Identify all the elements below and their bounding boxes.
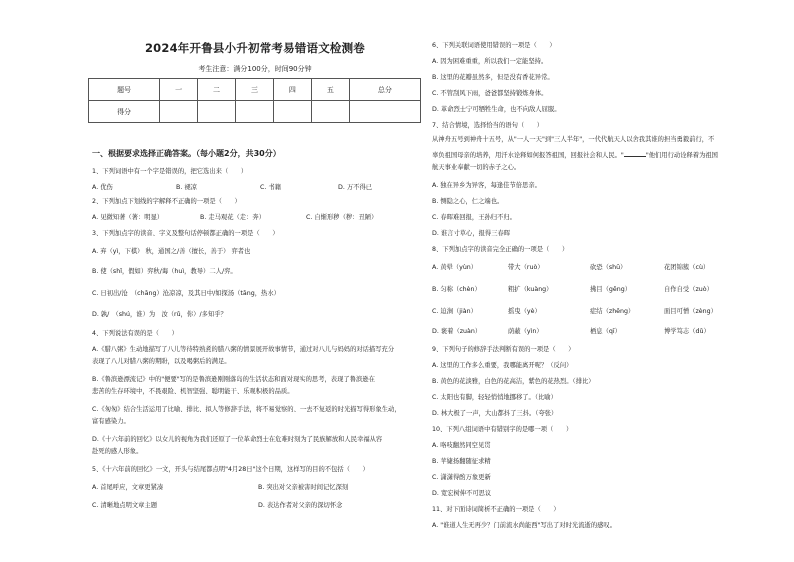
q7-passage-line-2 — [432, 150, 718, 160]
question-2: 2、下列加点下划线的字解释不正确的一项是（ ） — [92, 198, 241, 205]
q6-option-c[interactable]: C. 不管刮风下雨，爸爸都坚持锻炼身体。 — [432, 90, 548, 97]
q7-answer-blank[interactable] — [624, 150, 646, 157]
question-6: 6、下列关联词语使用错误的一项是（ ） — [432, 42, 556, 49]
q9-option-d[interactable]: D. 林大极了一声，大山都抖了三抖。（夸张） — [432, 410, 558, 417]
q7-passage-line-3: 航天事业奉献一切的赤子之心。 — [432, 164, 521, 171]
q3-option-d[interactable]: D. 孰/ （shú，谁）为 汝（rǔ，你）/多知乎？ — [92, 311, 227, 318]
q8-option-a-2: 带大（ruò） — [508, 264, 544, 271]
q7-passage-text: 辜负祖国母亲的培养，用汗水诠释如何报答祖国，回报社会和人民。" — [432, 152, 624, 159]
q9-option-a[interactable]: A. 这里的工作多么重要，我哪能离开呢？（反问） — [432, 362, 573, 369]
q8-option-d-1[interactable]: D. 褒着（zuàn） — [432, 328, 482, 335]
score-header-cell: 一 — [160, 79, 198, 101]
q8-option-d-2: 荫蔽（yìn） — [508, 328, 543, 335]
q8-option-d-3: 栖息（qī） — [590, 328, 621, 335]
q1-option-c[interactable]: C. 书籍 — [260, 184, 281, 191]
q5-option-d[interactable]: D. 表达作者对父亲的深切怀念 — [258, 502, 343, 509]
score-input-cell[interactable] — [198, 101, 236, 123]
q3-option-a[interactable]: A. 弃（yì，下棋） 秋，通国之/善（擅长，善于） 弈者也 — [92, 248, 251, 255]
section-heading: 一、根据要求选择正确答案。（每小题2分，共30分） — [92, 149, 281, 158]
q4-option-d[interactable]: D.《十六年前的回忆》以女儿的视角为我们还原了一位革命烈士在危难时刻为了民族解放和人民幸福从容 — [92, 436, 383, 443]
q8-option-b-4: 自作自受（zuò） — [664, 286, 713, 293]
q7-option-c[interactable]: C. 春晖难回报，王孙归不归。 — [432, 214, 516, 221]
q8-option-b-3: 拂目（gēng） — [590, 286, 632, 293]
score-row-label: 得分 — [89, 101, 160, 123]
q10-option-b[interactable]: B. 苹婕扬翻随征求精 — [432, 458, 491, 465]
q5-option-a[interactable]: A. 首尾呼应，文章更紧凑 — [92, 484, 164, 491]
q8-option-a-4: 花团锦簇（cù） — [664, 264, 710, 271]
q8-option-c-2: 摇曳（yè） — [508, 308, 541, 315]
q8-option-c-3: 症结（zhēng） — [590, 308, 635, 315]
q1-option-b[interactable]: B. 褪凉 — [176, 184, 197, 191]
q5-option-c[interactable]: C. 清晰地点明文章主题 — [92, 502, 158, 509]
q1-option-d[interactable]: D. 万不得已 — [338, 184, 373, 191]
question-9: 9、下列句子的修辞手法判断有误的一项是（ ） — [432, 346, 575, 353]
q2-option-a[interactable]: A. 见微知著（著：明显） — [92, 214, 164, 221]
q4-option-a[interactable]: A.《腊八粥》生动地描写了八儿等待特熟煮的腊八粥的情景展开故事情节，通过对八儿与妈妈的对话描写充分 — [92, 346, 395, 353]
score-table — [88, 78, 421, 123]
score-header-cell: 总分 — [349, 79, 420, 101]
q10-option-a[interactable]: A. 咯吱翻然同空见贯 — [432, 442, 491, 449]
q2-option-b[interactable]: B. 走马观花（走：奔） — [200, 214, 265, 221]
question-3: 3、下列加点字的读音、字义及整句话停顿都正确的一项是（ ） — [92, 230, 279, 237]
q8-option-d-4: 博学笃志（dǔ） — [664, 328, 710, 335]
q4-option-c-cont: 富有感染力。 — [92, 418, 130, 425]
q9-option-c[interactable]: C. 太阳也有脚，轻轻悄悄地挪移了。（比喻） — [432, 394, 557, 401]
q1-option-a[interactable]: A. 优伤 — [92, 184, 113, 191]
score-input-cell[interactable] — [160, 101, 198, 123]
score-header-cell: 题号 — [89, 79, 160, 101]
q3-option-b[interactable]: B. 使（shǐ，假如）弈秋/诲（huì，教导）二人/弈。 — [92, 268, 237, 275]
question-5: 5、《十六年前的回忆》一文，开头与结尾都点明"4月28日"这个日期，这样写的目的不包括（ ） — [92, 466, 369, 473]
question-7: 7、结合情境，选择恰当的语句（ ） — [432, 122, 544, 129]
score-header-cell: 四 — [273, 79, 311, 101]
q4-option-c[interactable]: C.《匆匆》结合生活运用了比喻、排比、拟人等修辞手法，将不易觉察的、一去不复返的时光描写得形象生动， — [92, 406, 401, 413]
question-11: 11、对下面诗词简析不正确的一项是（ ） — [432, 506, 560, 513]
q7-option-a[interactable]: A. 独在异乡为异客，每逢佳节倍思亲。 — [432, 182, 541, 189]
q11-option-a[interactable]: A. "谁道人生无再少？门前流水尚能西"写出了对时光流逝的感叹。 — [432, 522, 617, 529]
question-8: 8、下列加点字的读音完全正确的一项是（ ） — [432, 246, 569, 253]
q8-option-b-2: 粗扩（kuàng） — [508, 286, 553, 293]
score-input-cell[interactable] — [349, 101, 420, 123]
exam-notice: 考生注意：满分100分，时间90分钟 — [198, 65, 312, 73]
score-input-cell[interactable] — [311, 101, 349, 123]
q7-option-b[interactable]: B. 恻隐之心，仁之端也。 — [432, 198, 504, 205]
q3-option-c[interactable]: C. 日初出/沧 （chāng）沧凉凉，及其日中/如探汤（tāng，热水） — [92, 290, 280, 297]
q6-option-a[interactable]: A. 因为困难重重，所以我们一定能坚持。 — [432, 58, 548, 65]
question-10: 10、下列八组词语中有错别字的是哪一项（ ） — [432, 426, 573, 433]
score-input-cell[interactable] — [236, 101, 274, 123]
q8-option-c-1[interactable]: C. 迫涧（jiàn） — [432, 308, 477, 315]
q7-passage-tail: "他们用行动诠释着为祖国 — [645, 152, 718, 159]
score-header-cell: 五 — [311, 79, 349, 101]
q10-option-c[interactable]: C. 潇潇得酌万象更新 — [432, 474, 491, 481]
q9-option-b[interactable]: B. 黄色的花淡雅，白色的花高洁，紫色的花热烈。（排比） — [432, 378, 595, 385]
score-header-cell: 二 — [198, 79, 236, 101]
q8-option-c-4: 面目可憎（zèng） — [664, 308, 717, 315]
q6-option-d[interactable]: D. 革命烈士宁可牺牲生命，也不向敌人屈服。 — [432, 106, 561, 113]
q5-option-b[interactable]: B. 突出对父亲被害时间记忆深刻 — [258, 484, 349, 491]
q2-option-c[interactable]: C. 自惭形秽（秽：丑陋） — [306, 214, 378, 221]
score-table-score-row — [89, 101, 421, 123]
q4-option-d-cont: 赴死的感人形象。 — [92, 448, 143, 455]
q4-option-a-cont: 表现了八儿对腊八粥的期盼，以及喝粥后的满足。 — [92, 358, 231, 365]
q7-passage-line-1: 从神舟五号到神舟十五号，从"一人一天"到"三人半年"，一代代航天人以舍我其谁的担当勇毅前行，不 — [432, 136, 715, 143]
score-input-cell[interactable] — [273, 101, 311, 123]
q8-option-a-1[interactable]: A. 黄晕（yùn） — [432, 264, 478, 271]
exam-title: 2024年开鲁县小升初常考易错语文检测卷 — [144, 41, 365, 55]
score-table-header-row — [89, 79, 421, 101]
q8-option-b-1[interactable]: B. 匀称（chèn） — [432, 286, 481, 293]
q6-option-b[interactable]: B. 这里的花瓣虽然多，但是没有香花异常。 — [432, 74, 554, 81]
q10-option-d[interactable]: D. 宽宏树伸不可思议 — [432, 490, 492, 497]
question-1: 1、下列词语中有一个字是错误的，把它选出来（ ） — [92, 168, 248, 175]
q4-option-b-cont: 悲苦的生存环境中，不畏艰险、机智坚强、聪明能干、乐观积极的品质。 — [92, 388, 294, 395]
q4-option-b[interactable]: B.《鲁滨逊漂流记》中的"便要"写的是鲁滨逊刚刚落岛的生活状态和面对现实的思考，表现了鲁滨逊在 — [92, 376, 375, 383]
q7-option-d[interactable]: D. 谁言寸草心，报得三春晖 — [432, 230, 511, 237]
question-4: 4、下列说法有误的是（ ） — [92, 330, 178, 337]
q8-option-a-3: 砍恐（shū） — [590, 264, 627, 271]
score-header-cell: 三 — [236, 79, 274, 101]
